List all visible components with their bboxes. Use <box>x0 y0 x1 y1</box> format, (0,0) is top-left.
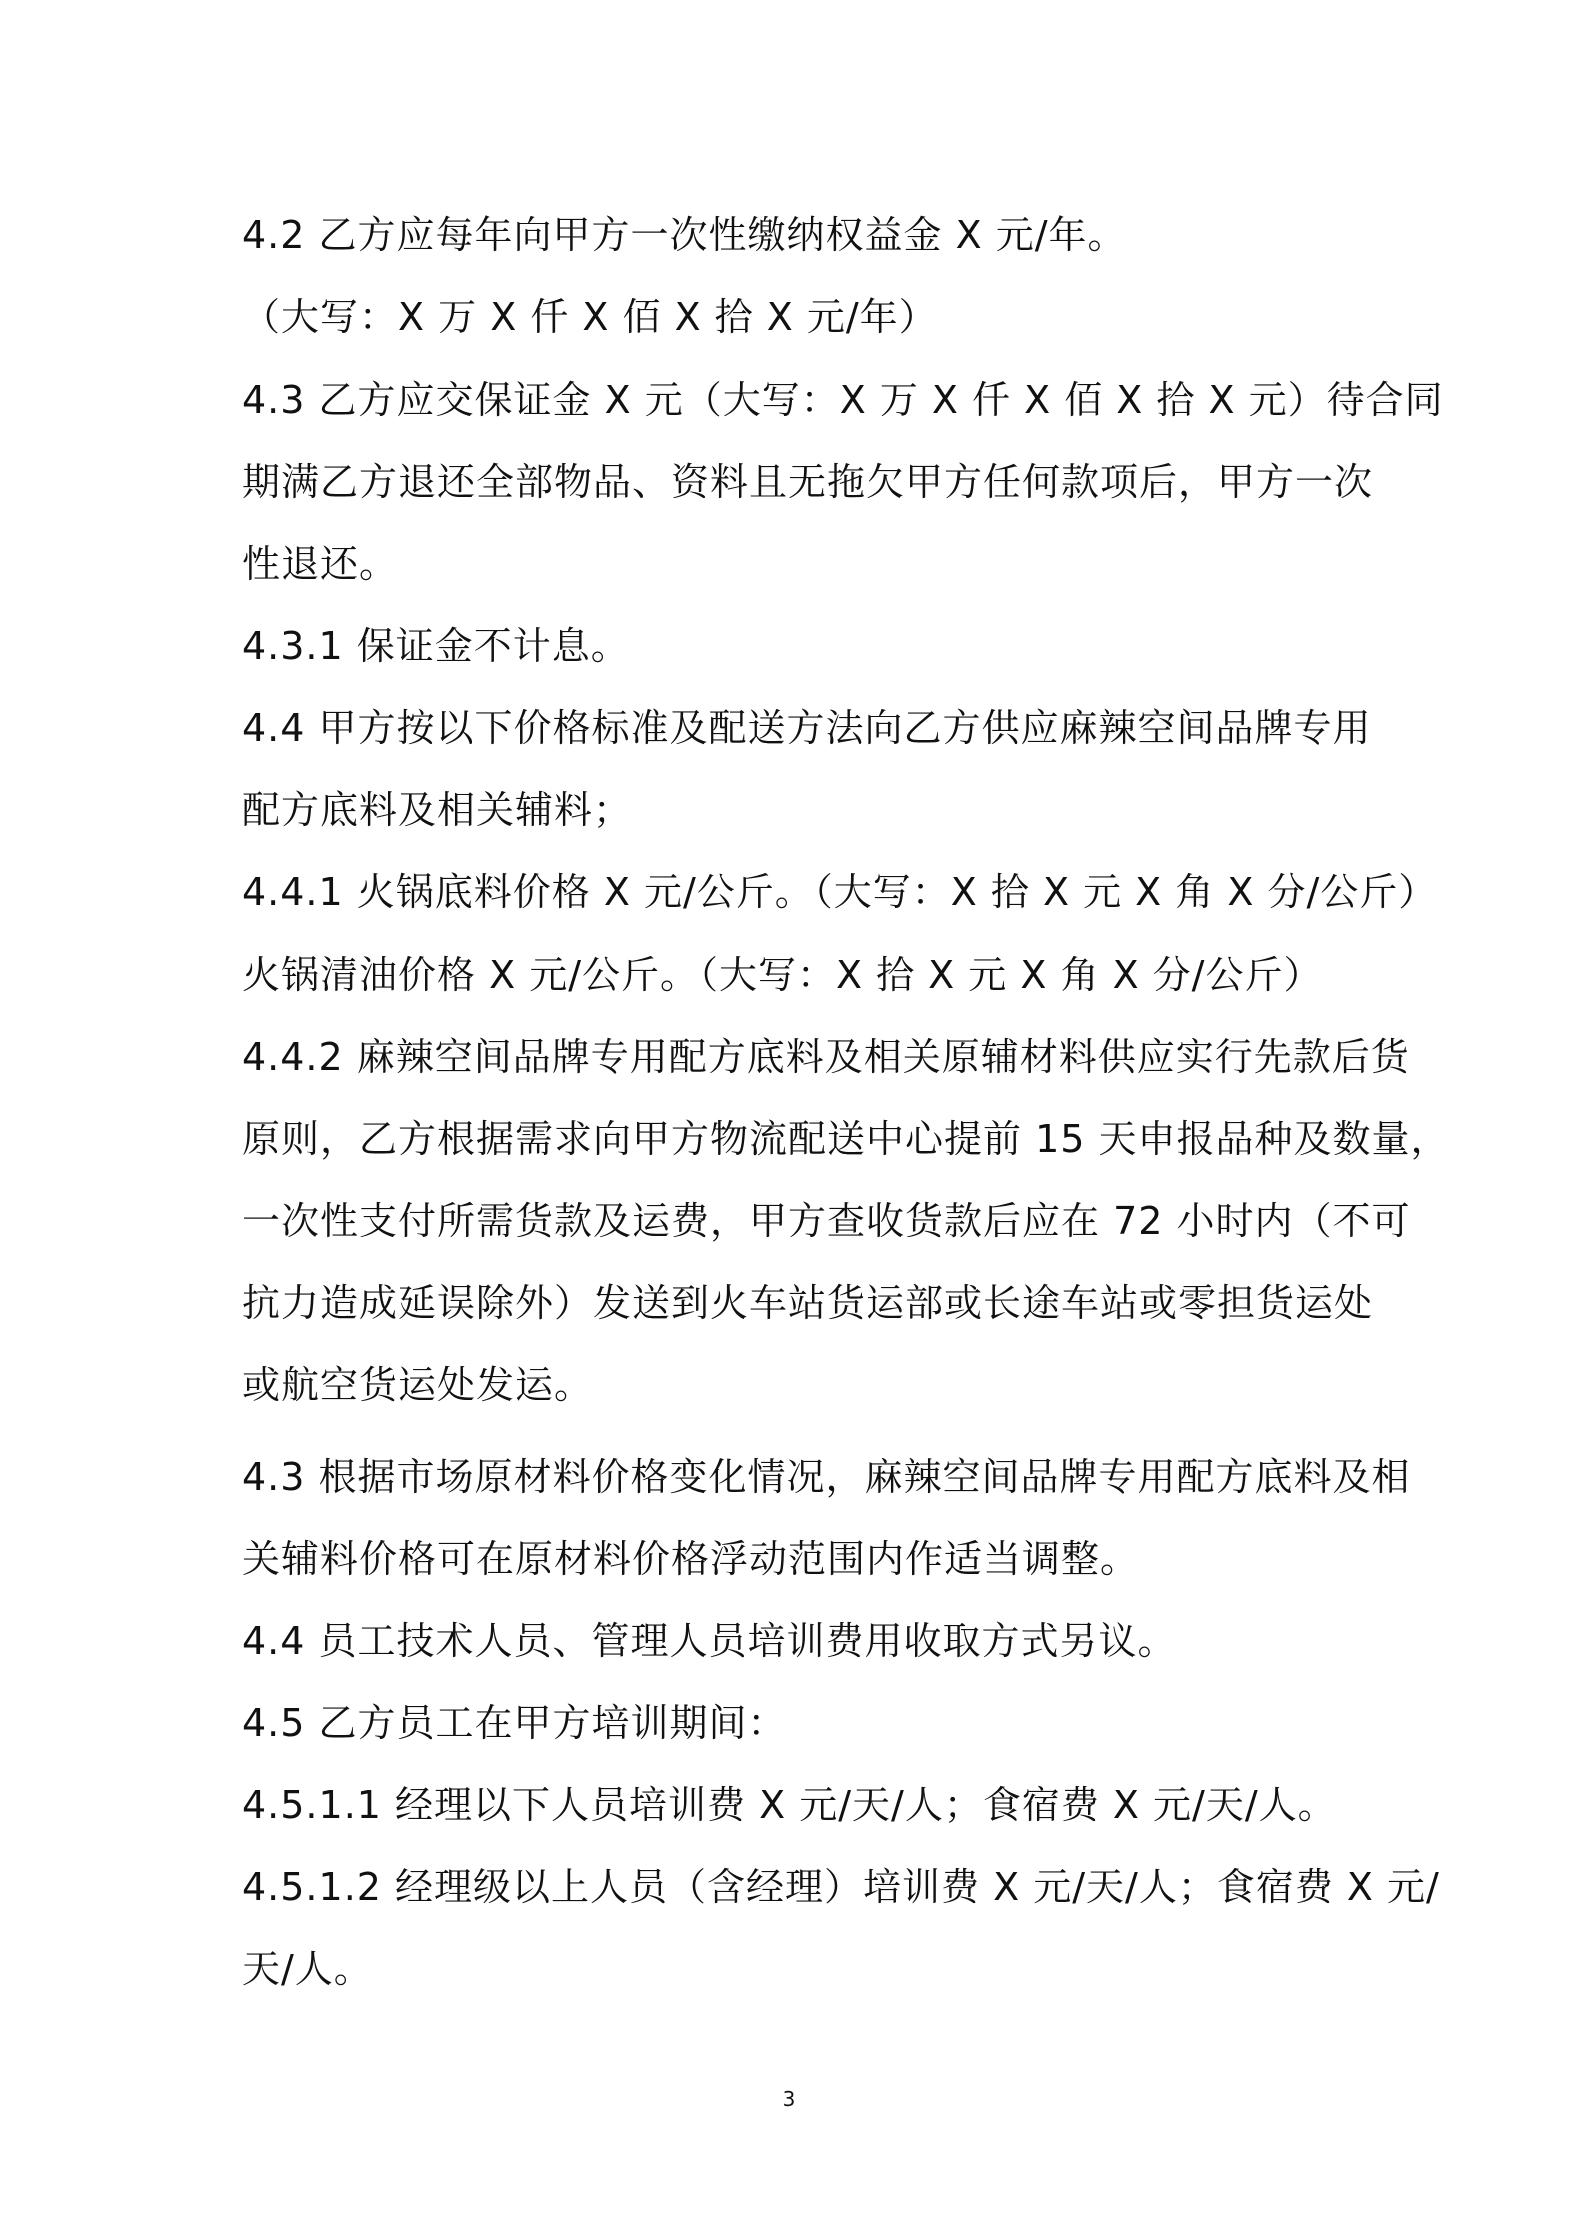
text-line: 4.3.1 保证金不计息。 <box>242 624 630 668</box>
text-line: 4.5 乙方员工在甲方培训期间： <box>242 1701 787 1745</box>
text-line: 期满乙方退还全部物品、资料且无拖欠甲方任何款项后，甲方一次 <box>242 460 1374 504</box>
text-line: 抗力造成延误除外）发送到火车站货运部或长途车站或零担货运处 <box>242 1281 1374 1325</box>
text-line: 性退还。 <box>242 542 399 586</box>
text-line: 4.4.2 麻辣空间品牌专用配方底料及相关原辅材料供应实行先款后货 <box>242 1035 1410 1079</box>
text-line: 4.2 乙方应每年向甲方一次性缴纳权益金 X 元/年。 <box>242 213 1127 257</box>
text-line: 4.5.1.2 经理级以上人员（含经理）培训费 X 元/天/人；食宿费 X 元/ <box>242 1865 1440 1909</box>
text-line: 4.4 甲方按以下价格标准及配送方法向乙方供应麻辣空间品牌专用 <box>242 706 1372 750</box>
text-line: 关辅料价格可在原材料价格浮动范围内作适当调整。 <box>242 1537 1140 1581</box>
text-line: 4.5.1.1 经理以下人员培训费 X 元/天/人；食宿费 X 元/天/人。 <box>242 1783 1337 1827</box>
text-line: 4.3 乙方应交保证金 X 元（大写：X 万 X 仟 X 佰 X 拾 X 元）待合同 <box>242 378 1444 422</box>
text-line: 配方底料及相关辅料； <box>242 788 633 832</box>
text-line: 4.4.1 火锅底料价格 X 元/公斤。（大写：X 拾 X 元 X 角 X 分/公斤） <box>242 870 1438 914</box>
text-line: 原则，乙方根据需求向甲方物流配送中心提前 15 天申报品种及数量， <box>242 1117 1450 1161</box>
text-line: 或航空货运处发运。 <box>242 1363 594 1407</box>
text-line: 一次性支付所需货款及运费，甲方查收货款后应在 72 小时内（不可 <box>242 1199 1411 1243</box>
page-number: 3 <box>782 2087 796 2111</box>
text-line: 火锅清油价格 X 元/公斤。（大写：X 拾 X 元 X 角 X 分/公斤） <box>242 953 1323 997</box>
text-line: （大写：X 万 X 仟 X 佰 X 拾 X 元/年） <box>242 295 938 339</box>
text-line: 天/人。 <box>242 1947 373 1991</box>
text-line: 4.3 根据市场原材料价格变化情况，麻辣空间品牌专用配方底料及相 <box>242 1455 1411 1499</box>
text-line: 4.4 员工技术人员、管理人员培训费用收取方式另议。 <box>242 1619 1177 1663</box>
